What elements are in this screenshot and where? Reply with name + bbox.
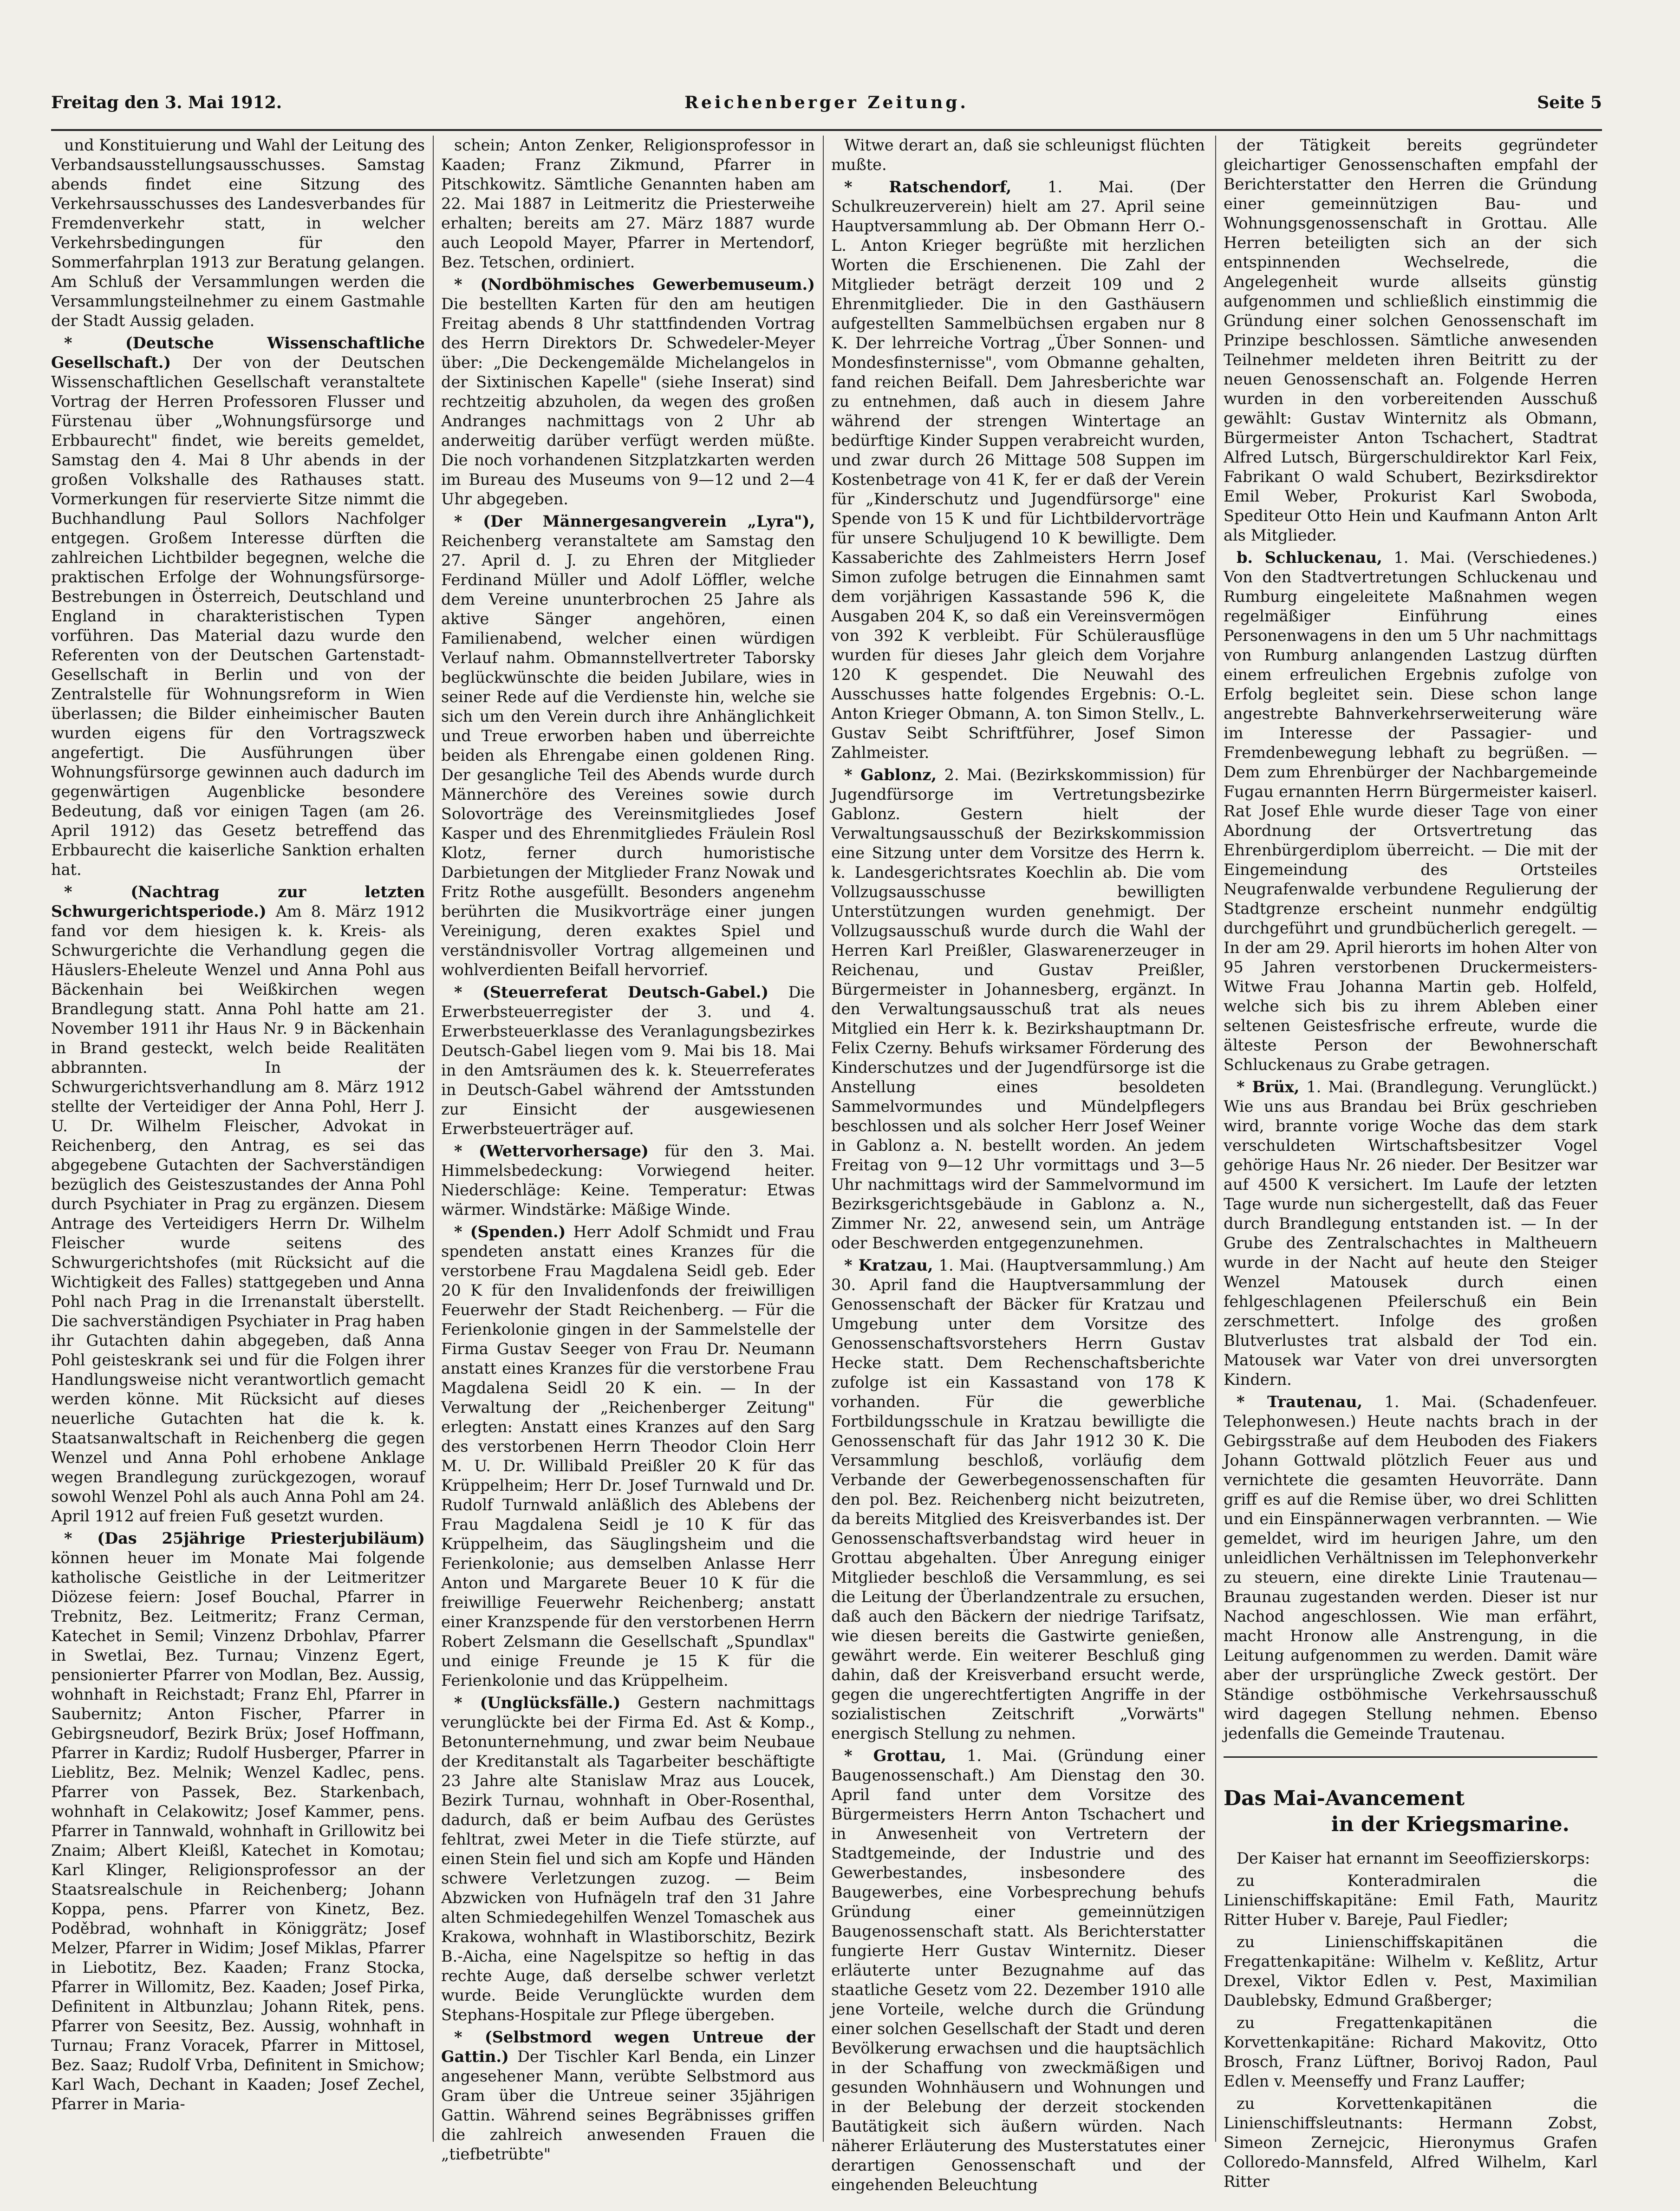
notice-body	[1224, 1849, 1597, 2191]
article-paragraph	[1224, 2094, 1597, 2191]
article-paragraph	[1224, 1077, 1597, 1389]
article-paragraph	[441, 1693, 815, 2025]
column-4	[1224, 136, 1597, 2191]
article-heading: * (Spenden.)	[454, 1223, 566, 1241]
article-text: und Konstituierung und Wahl der Leitung des Verbandsausstellungsausschusses. Samstag abends findet eine Sitzung des Verkehrsausschusses des Landesverbandes für Fremdenverkehr statt, in welcher Verkehrsbedingungen für den Sommerfahrplan 1913 zur Beratung gelangen. Am Schluß der Versammlungen werden die Versammlungsteilnehmer zu einem Gastmahle der Stadt Aussig geladen.	[51, 136, 425, 330]
article-text: Gestern nachmittags verunglückte bei der Firma Ed. Ast & Komp., Betonunternehmung, und zwar beim Neubaue der Kreditanstalt als Tagarbeiter beschäftigte 23 Jahre alte Stanislaw Mraz aus Loucek, Bezirk Turnau, wohnhaft in Ober-Rosenthal, dadurch, daß er beim Aufbau des Gerüstes fehltrat, zwei Meter in die Tiefe stürzte, auf einen Stein fiel und sich am Kopfe und Händen schwere Verletzungen zuzog. — Beim Abzwicken von Hufnägeln traf den 31 Jahre alten Schmiedegehilfen Wenzel Tomaschek aus Krakowa, wohnhaft in Wlastiborschitz, Bezirk B.-Aicha, eine Nagelspitze so heftig in das rechte Auge, daß derselbe schwer verletzt wurde. Beide Verunglückte wurden dem Stephans-Hospitale zur Pflege übergeben.	[441, 1694, 815, 2024]
article-paragraph	[441, 512, 815, 980]
columns	[51, 136, 1602, 2194]
article-text: zu Korvettenkapitänen die Linienschiffsleutnants: Hermann Zobst, Simeon Zernejcic, Hieronymus Grafen Colloredo-Mannsfeld, Alfred Wilhelm, Karl Ritter	[1224, 2094, 1597, 2191]
article-paragraph	[51, 882, 425, 1526]
article-paragraph	[51, 1529, 425, 2114]
article-text: 1. Mai. (Verschiedenes.) Von den Stadtvertretungen Schluckenau und Rumburg eingeleitete Maßnahmen wegen regelmäßiger Einführung eines Personenwagens in den um 5 Uhr nachmittags von Rumburg anlangenden Lastzug dürften einem erfreulichen Ergebnis zufolge von Erfolg begleitet sein. Diese schon lange angestrebte Bahnverkehrserweiterung wäre im Interesse der Passagier- und Fremdenbewegung lebhaft zu begrüßen. — Dem zum Ehrenbürger der Nachbargemeinde Fugau ernannten Herrn Bürgermeister kaiserl. Rat Josef Ehle wurde dieser Tage von einer Abordnung der Ortsvertretung das Ehrenbürgerdiplom überreicht. — Die mit der Eingemeindung des Ortsteiles Neugrafenwalde verbundene Regulierung der Stadtgrenze erscheint nunmehr endgültig durchgeführt und grundbücherlich geregelt. — In der am 29. April hierorts im hohen Alter von 95 Jahren verstorbenen Druckermeisters-Witwe Frau Johanna Martin geb. Holfeld, welche sich bis zu ihrem Ableben einer seltenen Geistesfrische erfreute, wurde die älteste Person der Bewohnerschaft Schluckenaus zu Grabe getragen.	[1224, 548, 1597, 1074]
article-paragraph	[441, 1222, 815, 1690]
article-text: Der Kaiser hat ernannt im Seeoffizierskorps:	[1237, 1849, 1590, 1867]
article-heading: * (Nachtrag zur letzten Schwurgerichtsperiode.)	[51, 883, 425, 920]
article-text: Die bestellten Karten für den am heutigen Freitag abends 8 Uhr stattfindenden Vortrag des Herrn Direktors Dr. Schwedeler-Meyer über: „Die Deckengemälde Michelangelos in der Sixtinischen Kapelle" (siehe Inserat) sind rechtzeitig abzuholen, da wegen des großen Andranges nachmittags von 2 Uhr ab anderweitig darüber verfügt werden müßte. Die noch vorhandenen Sitzplatzkarten werden im Bureau des Museums von 9—12 und 2—4 Uhr abgegeben.	[441, 295, 815, 508]
article-paragraph	[1224, 1392, 1597, 1743]
article-heading: * Trautenau,	[1237, 1393, 1363, 1411]
article-paragraph	[1224, 548, 1597, 1075]
article-paragraph	[1224, 1871, 1597, 1930]
article-text: Am 8. März 1912 fand vor dem hiesigen k. k. Kreis- als Schwurgerichte die Verhandlung gegen die Häuslers-Eheleute Wenzel und Anna Pohl aus Bäckenhain bei Weißkirchen wegen Brandlegung statt. Anna Pohl hatte am 21. November 1911 ihr Haus Nr. 9 in Bäckenhain in Brand gesteckt, welch beide Realitäten abbrannten. In der Schwurgerichtsverhandlung am 8. März 1912 stellte der Verteidiger der Anna Pohl, Herr J. U. Dr. Wilhelm Fleischer, Advokat in Reichenberg, den Antrag, es sei das abgegebene Gutachten der Sachverständigen bezüglich des Geisteszustandes der Anna Pohl durch Psychiater in Prag zu ergänzen. Diesem Antrage des Verteidigers Herrn Dr. Wilhelm Fleischer wurde seitens des Schwurgerichtshofes (mit Rücksicht auf die Wichtigkeit des Falles) stattgegeben und Anna Pohl nach Prag in die Irrenanstalt überstellt. Die sachverständigen Psychiater in Prag haben ihr Gutachten dahin abgegeben, daß Anna Pohl geisteskrank sei und für die Folgen ihrer Handlungsweise nicht verantwortlich gemacht werden könne. Mit Rücksicht auf dieses neuerliche Gutachten hat die k. k. Staatsanwaltschaft in Reichenberg die gegen Wenzel und Anna Pohl erhobene Anklage wegen Brandlegung zurückgezogen, worauf sowohl Wenzel Pohl als auch Anna Pohl am 24. April 1912 auf freien Fuß gesetzt wurden.	[51, 902, 425, 1525]
article-heading: * (Deutsche Wissenschaftliche Gesellschaft.)	[51, 334, 425, 372]
page-header	[51, 93, 1602, 125]
column-1	[51, 136, 425, 2142]
avancement-notice	[1224, 1786, 1597, 2191]
article-text: zu Fregattenkapitänen die Korvettenkapitäne: Richard Makovitz, Otto Brosch, Franz Lüftner, Borivoj Radon, Paul Edlen v. Meenseffy und Franz Lauffer;	[1224, 2014, 1597, 2090]
article-text: Der Tischler Karl Benda, ein Linzer angesehener Mann, verübte Selbstmord aus Gram über die Untreue seiner 35jährigen Gattin. Während seines Begräbnisses griffen die zahlreich anwesenden Frauen die „tiefbetrübte"	[441, 2048, 815, 2163]
article-paragraph	[441, 136, 815, 272]
header-date: Freitag den 3. Mai 1912.	[51, 93, 282, 112]
article-heading: * (Selbstmord wegen Untreue der Gattin.)	[441, 2028, 815, 2066]
article-text: der Tätigkeit bereits gegründeter gleichartiger Genossenschaften empfahl der Berichterstatter den Herren die Gründung einer gemeinnützigen Bau- und Wohnungsgenossenschaft in Grottau. Alle Herren beteiligten sich an der sich entspinnenden Wechselrede, die Angelegenheit wurde allseits günstig aufgenommen und schließlich einstimmig die Gründung einer solchen Genossenschaft im Prinzipe beschlossen. Sämtliche anwesenden Teilnehmer meldeten ihren Beitritt zu der neuen Genossenschaft an. Folgende Herren wurden in den vorbereitenden Ausschuß gewählt: Gustav Winternitz als Obmann, Bürgermeister Anton Tschachert, Stadtrat Alfred Lutsch, Bürgerschuldirektor Karl Feix, Fabrikant O wald Schubert, Bezirksdirektor Emil Weber, Prokurist Karl Swoboda, Spediteur Otto Hein und Kaufmann Anton Arlt als Mitglieder.	[1224, 136, 1597, 544]
article-heading: * Gablonz,	[844, 766, 937, 784]
column-divider	[1215, 136, 1216, 2142]
article-heading: * (Unglücksfälle.)	[454, 1694, 621, 1712]
article-heading: b. Schluckenau,	[1237, 548, 1382, 567]
article-text: zu Konteradmiralen die Linienschiffskapitäne: Emil Fath, Mauritz Ritter Huber v. Bareje, Paul Fiedler;	[1224, 1872, 1597, 1929]
article-paragraph	[1224, 136, 1597, 545]
article-text: 1. Mai. (Brandlegung. Verunglückt.) Wie uns aus Brandau bei Brüx geschrieben wird, brannte vorige Woche das dem stark verschuldeten Wirtschaftsbesitzer Vogel gehörige Haus Nr. 26 nieder. Der Besitzer war auf 4500 K versichert. Im Laufe der letzten Tage wurde nun sichergestellt, daß das Feuer durch Brandlegung entstanden ist. — In der Grube des Zentralschachtes in Maltheuern wurde in der Nacht auf heute den Steiger Wenzel Matousek durch einen fehlgeschlagenen Pfeilerschuß ein Bein zerschmettert. Infolge des großen Blutverlustes trat alsbald der Tod ein. Matousek war Vater von drei unversorgten Kindern.	[1224, 1078, 1597, 1389]
notice-title: Das Mai-Avancement	[1224, 1787, 1465, 1810]
page-number: Seite 5	[1537, 93, 1602, 112]
article-paragraph	[831, 1746, 1205, 2195]
article-paragraph	[1224, 2013, 1597, 2091]
article-text: schein; Anton Zenker, Religionsprofessor in Kaaden; Franz Zikmund, Pfarrer in Pitschkowitz. Sämtliche Genannten haben am 22. Mai 1887 in Leitmeritz die Priesterweihe erhalten; bereits am 27. März 1887 wurde auch Leopold Mayer, Pfarrer in Mertendorf, Bez. Tetschen, ordiniert.	[441, 136, 815, 271]
article-text: 1. Mai. (Schadenfeuer. Telephonwesen.) Heute nachts brach in der Gebirgsstraße auf dem Heuboden des Fiakers Johann Gottwald plötzlich Feuer aus und vernichtete die gesamten Heuvorräte. Dann griff es auf die Remise über, wo drei Schlitten und ein Einspännerwagen verbrannten. — Wie gemeldet, wird im heurigen Jahre, um den unleidlichen Verhältnissen im Telephonverkehr zu steuern, eine direkte Linie Trautenau—Braunau zugestanden werden. Dieser ist nur Nachod angeschlossen. Wie man erfährt, macht Hronow alle Anstrengung, in die Leitung aufgenommen zu werden. Damit wäre aber der ursprüngliche Zweck gestört. Der Ständige ostböhmische Verkehrsausschuß wird dagegen Stellung nehmen. Ebenso jedenfalls die Gemeinde Trautenau.	[1224, 1393, 1597, 1742]
article-paragraph	[831, 1256, 1205, 1743]
article-text: 1. Mai. (Hauptversammlung.) Am 30. April fand die Hauptversammlung der Genossenschaft der Bäcker für Kratzau und Umgebung unter dem Vorsitze des Genossenschaftsvorstehers Herrn Gustav Hecke statt. Dem Rechenschaftsberichte zufolge ist ein Kassastand von 178 K vorhanden. Für die gewerbliche Fortbildungsschule in Kratzau bewilligte die Genossenschaft für das Jahr 1912 30 K. Die Versammlung beschloß, vorläufig dem Verbande der Gewerbegenossenschaften für den pol. Bez. Reichenberg nicht beizutreten, da bereits Mitglied des Kreisverbandes ist. Der Genossenschaftsverbandstag wird heuer in Grottau abgehalten. Über Anregung einiger Mitglieder beschloß die Versammlung, es sei die Leitung der Überlandzentrale zu ersuchen, daß auch den Bäckern der niedrige Tarifsatz, wie diesen bereits die Gastwirte genießen, gewährt werde. Ein weiterer Beschluß ging dahin, daß der Kreisverband ersucht werde, gegen die ungerechtfertigten Angriffe in der sozialistischen Zeitschrift „Vorwärts" energisch Stellung zu nehmen.	[831, 1256, 1205, 1742]
newspaper-page	[51, 93, 1602, 2194]
newspaper-title: Reichenberger Zeitung.	[684, 93, 969, 112]
article-heading: * Kratzau,	[844, 1256, 933, 1274]
article-paragraph	[51, 333, 425, 880]
notice-rule	[1224, 1756, 1597, 1758]
article-text: Reichenberg veranstaltete am Samstag den 27. April d. J. zu Ehren der Mitglieder Ferdinand Müller und Adolf Löffler, welche dem Vereine ununterbrochen 25 Jahre als aktive Sänger angehören, einen Familienabend, welcher einen würdigen Verlauf nahm. Obmannstellvertreter Taborsky beglückwünschte die beiden Jubilare, wies in seiner Rede auf die Verdienste hin, welche sie sich um den Verein durch ihre Anhänglichkeit und Treue erworben haben und überreichte beiden als Ehrengabe einen goldenen Ring. Der gesangliche Teil des Abends wurde durch Männerchöre des Vereines sowie durch Solovorträge des Vereinsmitgliedes Josef Kasper und des Ehrenmitgliedes Fräulein Rosl Klotz, ferner durch humoristische Darbietungen der Mitglieder Franz Nowak und Fritz Rothe ausgefüllt. Besonders angenehm berührten die Musikvorträge einer jungen Vereinigung, deren exaktes Spiel und verständnisvoller Vortrag allgemeinen und wohlverdienten Beifall hervorrief.	[441, 532, 815, 979]
article-heading: * Grottau,	[844, 1747, 946, 1765]
article-paragraph	[441, 1141, 815, 1220]
column-divider	[433, 136, 434, 2142]
article-text: Der von der Deutschen Wissenschaftlichen Gesellschaft veranstaltete Vortrag der Herren Professoren Flusser und Fürstenau über „Wohnungsfürsorge und Erbbaurecht" findet, wie bereits gemeldet, Samstag den 4. Mai 8 Uhr abends in der großen Volkshalle des Rathauses statt. Vormerkungen für reservierte Sitze nimmt die Buchhandlung Paul Sollors Nachfolger entgegen. Großem Interesse dürften die zahlreichen Lichtbilder begegnen, welche die praktischen Erfolge der Wohnungsfürsorge-Bestrebungen in Österreich, Deutschland und England in charakteristischen Typen vorführen. Das Material dazu wurde den Referenten von der Deutschen Gartenstadt-Gesellschaft in Berlin und von der Zentralstelle für Wohnungsreform in Wien überlassen; die Bilder einheimischer Bauten wurden eigens für den Vortragszweck angefertigt. Die Ausführungen über Wohnungsfürsorge gewinnen auch dadurch im gegenwärtigen Augenblicke besondere Bedeutung, daß vor einigen Tagen (am 26. April 1912) das Gesetz betreffend das Erbbaurecht die kaiserliche Sanktion erhalten hat.	[51, 353, 425, 879]
article-text: 2. Mai. (Bezirkskommission) für Jugendfürsorge im Vertretungsbezirke Gablonz. Gestern hielt der Verwaltungsausschuß der Bezirkskommission eine Sitzung unter dem Vorsitze des Herrn k. k. Landesgerichtsrates Koechlin ab. Die vom Vollzugsausschusse bewilligten Unterstützungen wurden genehmigt. Der Vollzugsausschuß wurde durch die Wahl der Herren Karl Preißler, Glaswarenerzeuger in Reichenau, und Gustav Preißler, Bürgermeister in Johannesberg, ergänzt. In den Verwaltungsausschuß trat als neues Mitglied ein Herr k. k. Bezirkshauptmann Dr. Felix Czerny. Behufs wirksamer Förderung des Kinderschutzes und der Jugendfürsorge ist die Anstellung eines besoldeten Sammelvormundes und Mündelpflegers beschlossen und als solcher Herr Josef Weiner in Gablonz a. N. bestellt worden. An jedem Freitag von 9—12 Uhr vormittags und 3—5 Uhr nachmittags wird der Sammelvormund im Bezirksgerichtsgebäude in Gablonz a. N., Zimmer Nr. 22, anwesend sein, um Anträge oder Beschwerden entgegenzunehmen.	[831, 766, 1205, 1252]
article-heading: * Brüx,	[1237, 1078, 1300, 1096]
article-paragraph	[831, 136, 1205, 175]
column-2	[441, 136, 815, 2163]
article-paragraph	[441, 983, 815, 1139]
article-text: Witwe derart an, daß sie schleunigst flüchten mußte.	[831, 136, 1205, 174]
article-text: 1. Mai. (Der Schulkreuzerverein) hielt am 27. April seine Hauptversammlung ab. Der Obmann Herr O.-L. Anton Krieger begrüßte mit herzlichen Worten die Erschienenen. Die Zahl der Mitglieder beträgt derzeit 109 und 2 Ehrenmitglieder. Die in den Gasthäusern aufgestellten Sammelbüchsen ergaben nur 8 K. Der lehrreiche Vortrag „Über Sonnen- und Mondesfinsternisse", vom Obmanne gehalten, fand reichen Beifall. Dem Jahresberichte war zu entnehmen, daß auch in diesem Jahre während der strengen Wintertage an bedürftige Kinder Suppen verabreicht wurden, und zwar durch 26 Mittage 508 Suppen im Kostenbetrage von 41 K, fer er daß der Verein für „Kinderschutz und Jugendfürsorge" eine Spende von 15 K und für Lichtbildervorträge für unsere Schuljugend 10 K bewilligte. Dem Kassaberichte des Zahlmeisters Herrn Josef Simon zufolge betrugen die Einnahmen samt dem vorjährigen Kassastande 596 K, die Ausgaben 204 K, so daß ein Vereinsvermögen von 392 K verbleibt. Für Schülerausflüge wurden für dieses Jahr gleich dem Vorjahre 120 K gespendet. Die Neuwahl des Ausschusses hatte folgendes Ergebnis: O.-L. Anton Krieger Obmann, A. ton Simon Stellv., L. Gustav Seibt Schriftführer, Josef Simon Zahlmeister.	[831, 178, 1205, 762]
article-text: Herr Adolf Schmidt und Frau spendeten anstatt eines Kranzes für die verstorbene Frau Magdalena Seidl geb. Eder 20 K für den Invalidenfonds der freiwilligen Feuerwehr der Stadt Reichenberg. — Für die Ferienkolonie gingen in der Sammelstelle der Firma Gustav Seeger von Frau Dr. Neumann anstatt eines Kranzes für die verstorbene Frau Magdalena Seidl 20 K ein. — In der Verwaltung der „Reichenberger Zeitung" erlegten: Anstatt eines Kranzes auf den Sarg des verstorbenen Herrn Theodor Cloin Herr M. U. Dr. Willibald Preißler 20 K für das Krüppelheim; Herr Dr. Josef Turnwald und Dr. Rudolf Turnwald anläßlich des Ablebens der Frau Magdalena Seidl je 10 K für das Krüppelheim, das Säuglingsheim und die Ferienkolonie; aus demselben Anlasse Herr Anton und Margarete Beuer 10 K für die freiwillige Feuerwehr Reichenberg; anstatt einer Kranzspende für den verstorbenen Herrn Robert Zelsmann die Gesellschaft „Spundlax" und einige Freunde je 15 K für die Ferienkolonie und das Krüppelheim.	[441, 1223, 815, 1689]
article-heading: * (Steuerreferat Deutsch-Gabel.)	[454, 983, 769, 1001]
article-paragraph	[831, 765, 1205, 1253]
article-text: können heuer im Monate Mai folgende katholische Geistliche in der Leitmeritzer Diözese feiern: Josef Bouchal, Pfarrer in Trebnitz, Bez. Leitmeritz; Franz Cerman, Katechet in Semil; Vinzenz Drbohlav, Pfarrer in Swetlai, Bez. Turnau; Vinzenz Egert, pensionierter Pfarrer von Modlan, Bez. Aussig, wohnhaft in Reichstadt; Franz Ehl, Pfarrer in Saubernitz; Anton Fischer, Pfarrer in Gebirgsneudorf, Bezirk Brüx; Josef Hoffmann, Pfarrer in Kardiz; Rudolf Husberger, Pfarrer in Lieblitz, Bez. Melnik; Wenzel Kadlec, pens. Pfarrer von Passek, Bez. Starkenbach, wohnhaft in Celakowitz; Josef Kammer, pens. Pfarrer in Tannwald, wohnhaft in Grillowitz bei Znaim; Albert Kleißl, Katechet in Komotau; Karl Klinger, Religionsprofessor an der Staatsrealschule in Reichenberg; Johann Koppa, pens. Pfarrer von Kinetz, Bez. Poděbrad, wohnhaft in Königgrätz; Josef Melzer, Pfarrer in Widim; Josef Miklas, Pfarrer in Liebotitz, Bez. Kaaden; Franz Stocka, Pfarrer in Willomitz, Bez. Kaaden; Josef Pirka, Definitent in Altbunzlau; Johann Ritek, pens. Pfarrer von Seesitz, Bez. Aussig, wohnhaft in Turnau; Franz Voracek, Pfarrer in Mittosel, Bez. Saaz; Rudolf Vrba, Definitent in Smichow; Karl Wach, Dechant in Kaaden; Josef Zechel, Pfarrer in Maria-	[51, 1549, 425, 2113]
article-heading: * (Wettervorhersage)	[454, 1142, 649, 1160]
column-3	[831, 136, 1205, 2194]
article-paragraph	[441, 2028, 815, 2164]
article-text: zu Linienschiffskapitänen die Fregattenkapitäne: Wilhelm v. Keßlitz, Artur Drexel, Viktor Edlen v. Pest, Maximilian Daublebsky, Edmund Graßberger;	[1224, 1933, 1597, 2009]
article-paragraph	[1224, 1849, 1597, 1868]
article-text: für den 3. Mai. Himmelsbedeckung: Vorwiegend heiter. Niederschläge: Keine. Temperatur: Etwas wärmer. Windstärke: Mäßige Winde.	[441, 1142, 815, 1219]
notice-subtitle: in der Kriegsmarine.	[1331, 1813, 1569, 1836]
article-heading: * Ratschendorf,	[844, 178, 1012, 196]
article-paragraph	[831, 177, 1205, 763]
article-paragraph	[51, 136, 425, 331]
article-heading: * (Das 25jährige Priesterjubiläum)	[64, 1529, 425, 1547]
header-rule	[51, 129, 1602, 131]
article-heading: * (Nordböhmisches Gewerbemuseum.)	[454, 275, 815, 293]
article-text: Die Erwerbsteuerregister der 3. und 4. Erwerbsteuerklasse des Veranlagungsbezirkes Deutsch-Gabel liegen vom 9. Mai bis 18. Mai in den Amtsräumen des k. k. Steuerreferates in Deutsch-Gabel während der Amtsstunden zur Einsicht der ausgewiesenen Erwerbsteuerträger auf.	[441, 983, 815, 1138]
article-heading: * (Der Männergesangverein „Lyra"),	[454, 512, 815, 530]
article-paragraph	[1224, 1932, 1597, 2010]
column-4-articles	[1224, 136, 1597, 1743]
column-divider	[823, 136, 824, 2142]
article-paragraph	[441, 275, 815, 509]
article-text: 1. Mai. (Gründung einer Baugenossenschaft.) Am Dienstag den 30. April fand unter dem Vorsitze des Bürgermeisters Herrn Anton Tschachert und in Anwesenheit von Vertretern der Stadtgemeinde, der Industrie und des Gewerbestandes, insbesondere des Baugewerbes, eine Vorbesprechung behufs Gründung einer gemeinnützigen Baugenossenschaft statt. Als Berichterstatter fungierte Herr Gustav Winternitz. Dieser erläuterte unter Bezugnahme auf das staatliche Gesetz vom 22. Dezember 1910 alle jene Vorteile, welche durch die Gründung einer solchen Gesellschaft der Stadt und deren Bevölkerung erwachsen und die hauptsächlich in der Schaffung von zweckmäßigen und gesunden Wohnhäusern und Wohnungen und in der Belebung der derzeit stockenden Bautätigkeit sich äußern würden. Nach näherer Erläuterung des Musterstatutes einer derartigen Genossenschaft und der eingehenden Beleuchtung	[831, 1747, 1205, 2194]
